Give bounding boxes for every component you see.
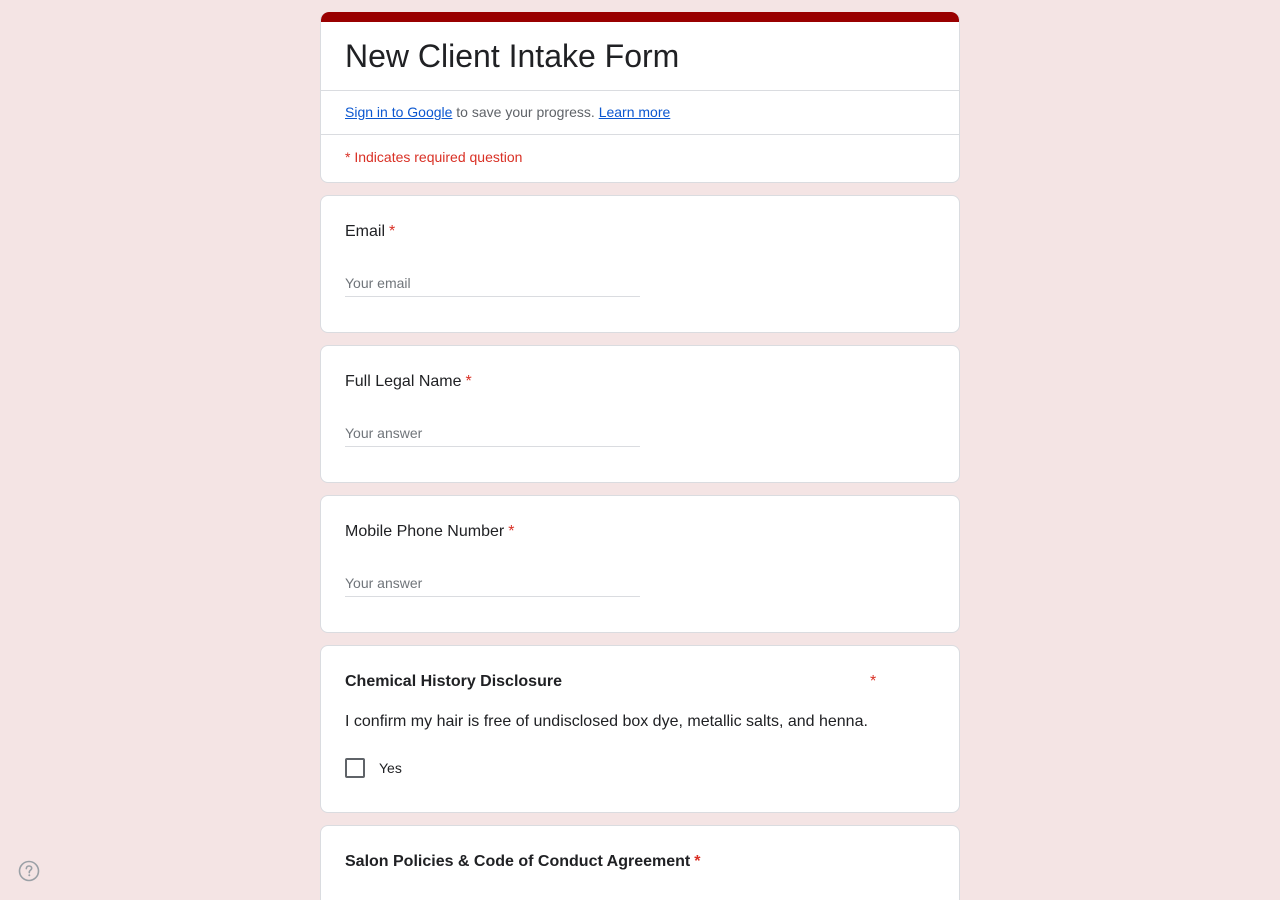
required-note: * Indicates required question bbox=[345, 149, 523, 165]
checkbox[interactable] bbox=[345, 758, 365, 778]
checkbox-label: Yes bbox=[379, 760, 402, 776]
question-card-chemical-history bbox=[320, 645, 960, 813]
required-asterisk: * bbox=[465, 373, 472, 390]
required-asterisk: * bbox=[870, 673, 877, 690]
help-button[interactable] bbox=[18, 860, 40, 882]
required-asterisk: * bbox=[389, 223, 396, 240]
question-title-chemical-history: Chemical History Disclosure bbox=[345, 673, 562, 690]
question-label: Email bbox=[345, 223, 386, 240]
question-card-salon-policies bbox=[320, 825, 960, 900]
question-card-full-name bbox=[320, 345, 960, 483]
sign-in-link[interactable]: Sign in to Google bbox=[345, 104, 453, 120]
question-title-email bbox=[345, 220, 935, 244]
required-asterisk: * bbox=[508, 523, 515, 540]
question-label: Mobile Phone Number bbox=[345, 523, 505, 540]
signin-text: to save your progress. bbox=[452, 104, 599, 120]
form-column bbox=[320, 12, 960, 900]
question-card-phone bbox=[320, 495, 960, 633]
checkbox-option-yes[interactable] bbox=[345, 758, 935, 778]
form-header-card bbox=[320, 12, 960, 183]
question-label: Full Legal Name bbox=[345, 373, 462, 390]
phone-input[interactable] bbox=[345, 571, 640, 597]
learn-more-link[interactable]: Learn more bbox=[598, 104, 671, 120]
help-circle-icon bbox=[18, 860, 40, 882]
question-title-phone bbox=[345, 520, 935, 544]
question-label: Salon Policies & Code of Conduct Agreement bbox=[345, 853, 691, 870]
question-title-salon-policies bbox=[345, 850, 935, 874]
form-title: New Client Intake Form bbox=[345, 38, 680, 74]
full-name-input[interactable] bbox=[345, 421, 640, 447]
required-asterisk: * bbox=[694, 853, 701, 870]
question-title-full-name bbox=[345, 370, 935, 394]
question-description: I confirm my hair is free of undisclosed box dye, metallic salts, and henna. bbox=[345, 713, 868, 730]
question-card-email bbox=[320, 195, 960, 333]
signin-row bbox=[321, 91, 959, 134]
email-input[interactable] bbox=[345, 271, 640, 297]
